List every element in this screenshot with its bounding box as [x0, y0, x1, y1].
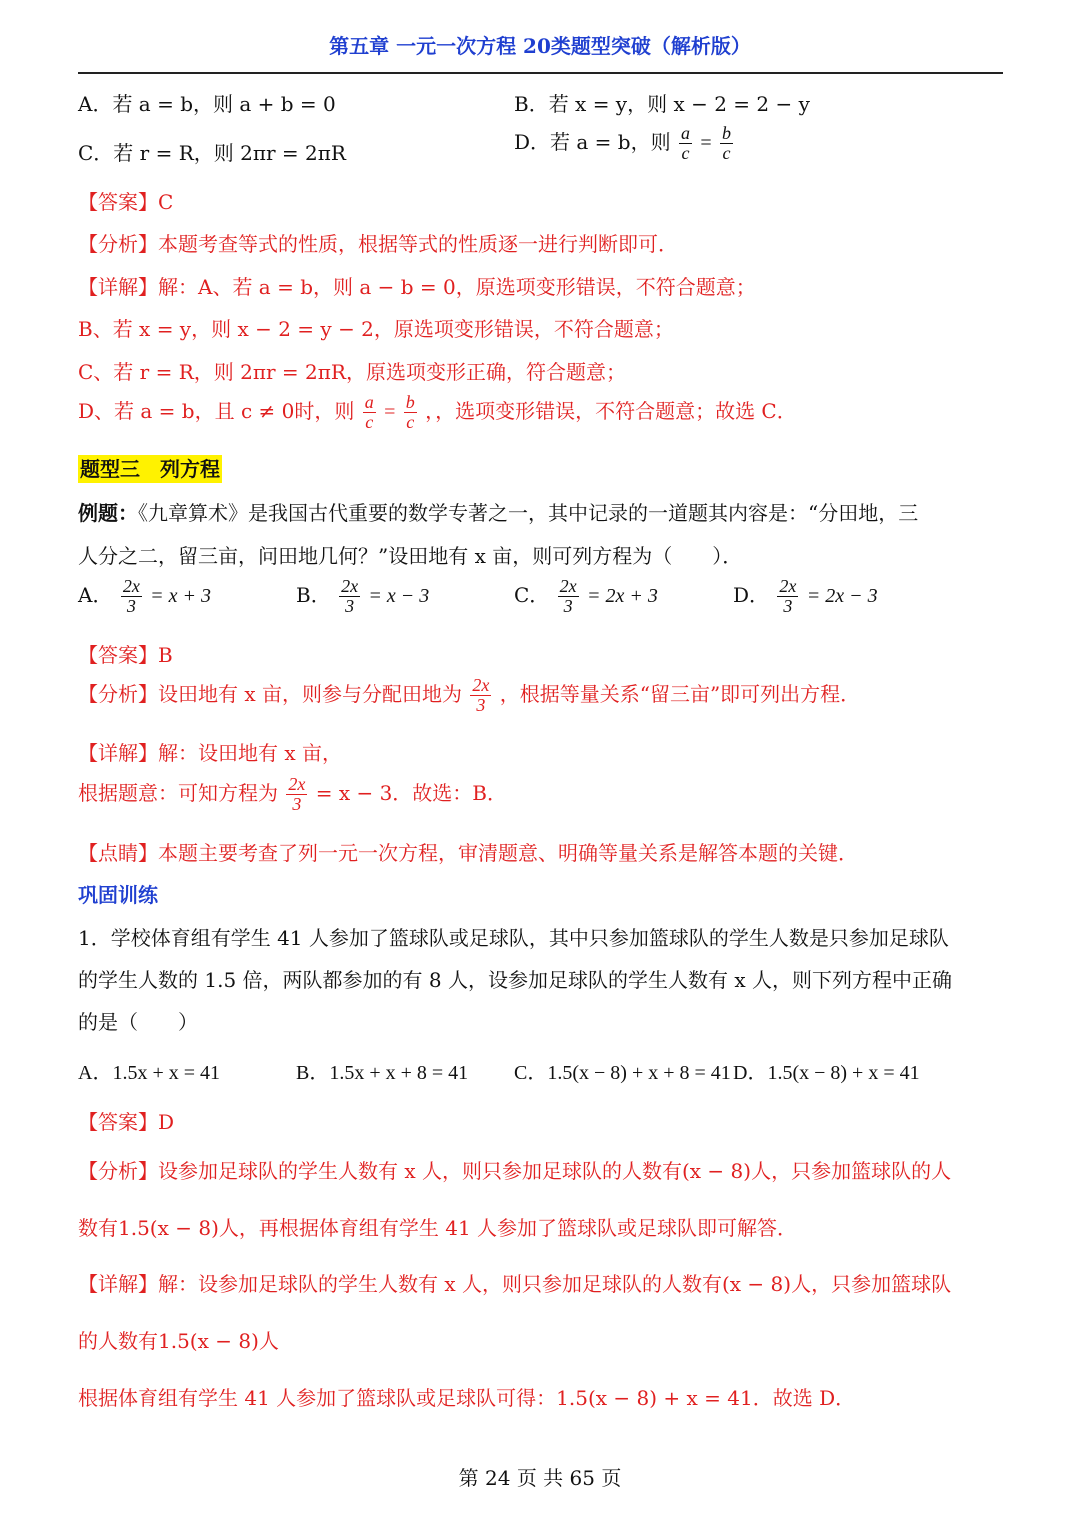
fraction-denominator: 3	[783, 595, 793, 616]
practice-answer: 【答案】D	[78, 1110, 175, 1134]
example-option-c	[514, 577, 658, 616]
example-comment: 【点睛】本题主要考查了列一元一次方程，审清题意、明确等量关系是解答本题的关键．	[78, 841, 858, 865]
detail-text-pre: 根据题意：可知方程为	[78, 780, 278, 805]
fraction-numerator: a	[364, 392, 374, 412]
fraction-numerator: b	[405, 392, 415, 412]
fraction-numerator: b	[721, 123, 731, 143]
example-option-d	[733, 577, 878, 616]
analysis-fraction	[470, 676, 491, 715]
equals-sign: =	[700, 131, 712, 154]
fraction-denominator: c	[406, 411, 415, 432]
fraction-numerator: 2x	[559, 576, 577, 596]
detail-fraction	[286, 775, 307, 814]
example-option-a	[78, 577, 211, 616]
prev-detail-4-post: ，，选项变形错误，不符合题意；故选 C．	[425, 398, 797, 423]
example-answer: 【答案】B	[78, 643, 173, 667]
example-label: 例题：	[78, 501, 138, 525]
option-label: B．	[296, 582, 331, 607]
option-expression: = x + 3	[150, 584, 212, 607]
prev-option-d-fraction-1	[679, 124, 692, 163]
fraction-denominator: 3	[345, 595, 355, 616]
option-expression: = 2x + 3	[587, 584, 658, 607]
page-number: 第 24 页 共 65 页	[458, 1466, 622, 1490]
prev-option-b: B．若 x = y，则 x − 2 = 2 − y	[514, 92, 810, 116]
practice-q1-line-1: 1．学校体育组有学生 41 人参加了篮球队或足球队，其中只参加篮球队的学生人数是只参加足球队	[78, 926, 949, 950]
option-label: C．	[514, 582, 550, 607]
practice-title: 巩固训练	[78, 883, 158, 907]
prev-detail-4-pre: D、若 a = b，且 c ≠ 0时，则	[78, 398, 355, 423]
prev-detail-3: C、若 r = R，则 2πr = 2πR，原选项变形正确，符合题意；	[78, 360, 626, 384]
option-label: D．	[733, 582, 770, 607]
fraction-numerator: 2x	[341, 576, 359, 596]
fraction-denominator: 3	[476, 694, 486, 715]
prev-detail-4-fraction-1	[363, 393, 376, 432]
practice-analysis-2: 数有1.5(x − 8)人，再根据体育组有学生 41 人参加了篮球队或足球队即可解答．	[78, 1216, 798, 1240]
analysis-text-pre: 【分析】设田地有 x 亩，则参与分配田地为	[78, 681, 462, 706]
option-expression: = x − 3	[368, 584, 430, 607]
example-option-b	[296, 577, 429, 616]
prev-option-d-text: D．若 a = b，则	[514, 129, 671, 154]
fraction-denominator: 3	[563, 595, 573, 616]
prev-option-c: C．若 r = R，则 2πr = 2πR	[78, 141, 346, 165]
prev-detail-1: 【详解】解：A、若 a = b，则 a − b = 0，原选项变形错误，不符合题意；	[78, 275, 756, 299]
prev-option-d	[514, 124, 735, 163]
analysis-text-post: ，根据等量关系“留三亩”即可列出方程．	[499, 681, 861, 706]
option-fraction	[777, 577, 798, 616]
practice-option-b: B．1.5x + x + 8 = 41	[296, 1062, 469, 1084]
practice-analysis-1: 【分析】设参加足球队的学生人数有 x 人，则只参加足球队的人数有(x − 8)人，只参加篮球队的人	[78, 1159, 952, 1183]
section-title-highlight: 题型三 列方程	[80, 457, 220, 481]
section-title	[78, 453, 222, 482]
equals-sign: =	[384, 400, 396, 423]
fraction-numerator: 2x	[779, 576, 797, 596]
example-detail-1: 【详解】解：设田地有 x 亩，	[78, 741, 342, 765]
fraction-numerator: a	[680, 123, 690, 143]
prev-detail-4-fraction-2	[404, 393, 417, 432]
header-rule	[78, 72, 1003, 74]
prev-option-a: A．若 a = b，则 a + b = 0	[78, 92, 336, 116]
option-fraction	[339, 577, 360, 616]
example-text-1: 《九章算术》是我国古代重要的数学专著之一，其中记录的一道题其内容是：“分田地，三	[138, 501, 919, 525]
fraction-numerator: 2x	[122, 576, 140, 596]
practice-q1-line-2: 的学生人数的 1.5 倍，两队都参加的有 8 人，设参加足球队的学生人数有 x 人，则下列方程中正确	[78, 968, 952, 992]
option-fraction	[121, 577, 142, 616]
fraction-denominator: c	[365, 411, 374, 432]
practice-detail-3: 根据体育组有学生 41 人参加了篮球队或足球队可得：1.5(x − 8) + x = 41．故选 D．	[78, 1386, 856, 1410]
fraction-numerator: 2x	[288, 774, 306, 794]
practice-option-d: D．1.5(x − 8) + x = 41	[733, 1062, 920, 1084]
prev-analysis: 【分析】本题考查等式的性质，根据等式的性质逐一进行判断即可．	[78, 232, 678, 256]
option-expression: = 2x − 3	[806, 584, 878, 607]
example-line-2: 人分之二，留三亩，问田地几何？”设田地有 x 亩，则可列方程为（ ）．	[78, 544, 743, 568]
fraction-denominator: 3	[126, 595, 136, 616]
fraction-denominator: 3	[292, 793, 302, 814]
practice-q1-line-3: 的是（ ）	[78, 1010, 198, 1034]
prev-detail-4	[78, 393, 797, 432]
practice-option-a: A．1.5x + x = 41	[78, 1062, 221, 1084]
practice-option-c: C．1.5(x − 8) + x + 8 = 41	[514, 1062, 731, 1084]
prev-option-d-fraction-2	[720, 124, 733, 163]
prev-detail-2: B、若 x = y，则 x − 2 = y − 2，原选项变形错误，不符合题意；	[78, 317, 674, 341]
example-detail-2	[78, 775, 507, 814]
example-analysis	[78, 676, 860, 715]
fraction-denominator: c	[722, 142, 731, 163]
practice-detail-1: 【详解】解：设参加足球队的学生人数有 x 人，则只参加足球队的人数有(x − 8)人，只参加篮球队	[78, 1272, 952, 1296]
page-header-title: 第五章 一元一次方程 20类题型突破（解析版）	[329, 34, 751, 58]
fraction-denominator: c	[681, 142, 690, 163]
example-line-1	[78, 497, 918, 526]
detail-text-post: = x − 3．故选：B．	[315, 780, 508, 805]
option-label: A．	[78, 582, 113, 607]
option-fraction	[558, 577, 579, 616]
prev-answer: 【答案】C	[78, 190, 174, 214]
fraction-numerator: 2x	[472, 675, 490, 695]
practice-detail-2: 的人数有1.5(x − 8)人	[78, 1329, 279, 1353]
